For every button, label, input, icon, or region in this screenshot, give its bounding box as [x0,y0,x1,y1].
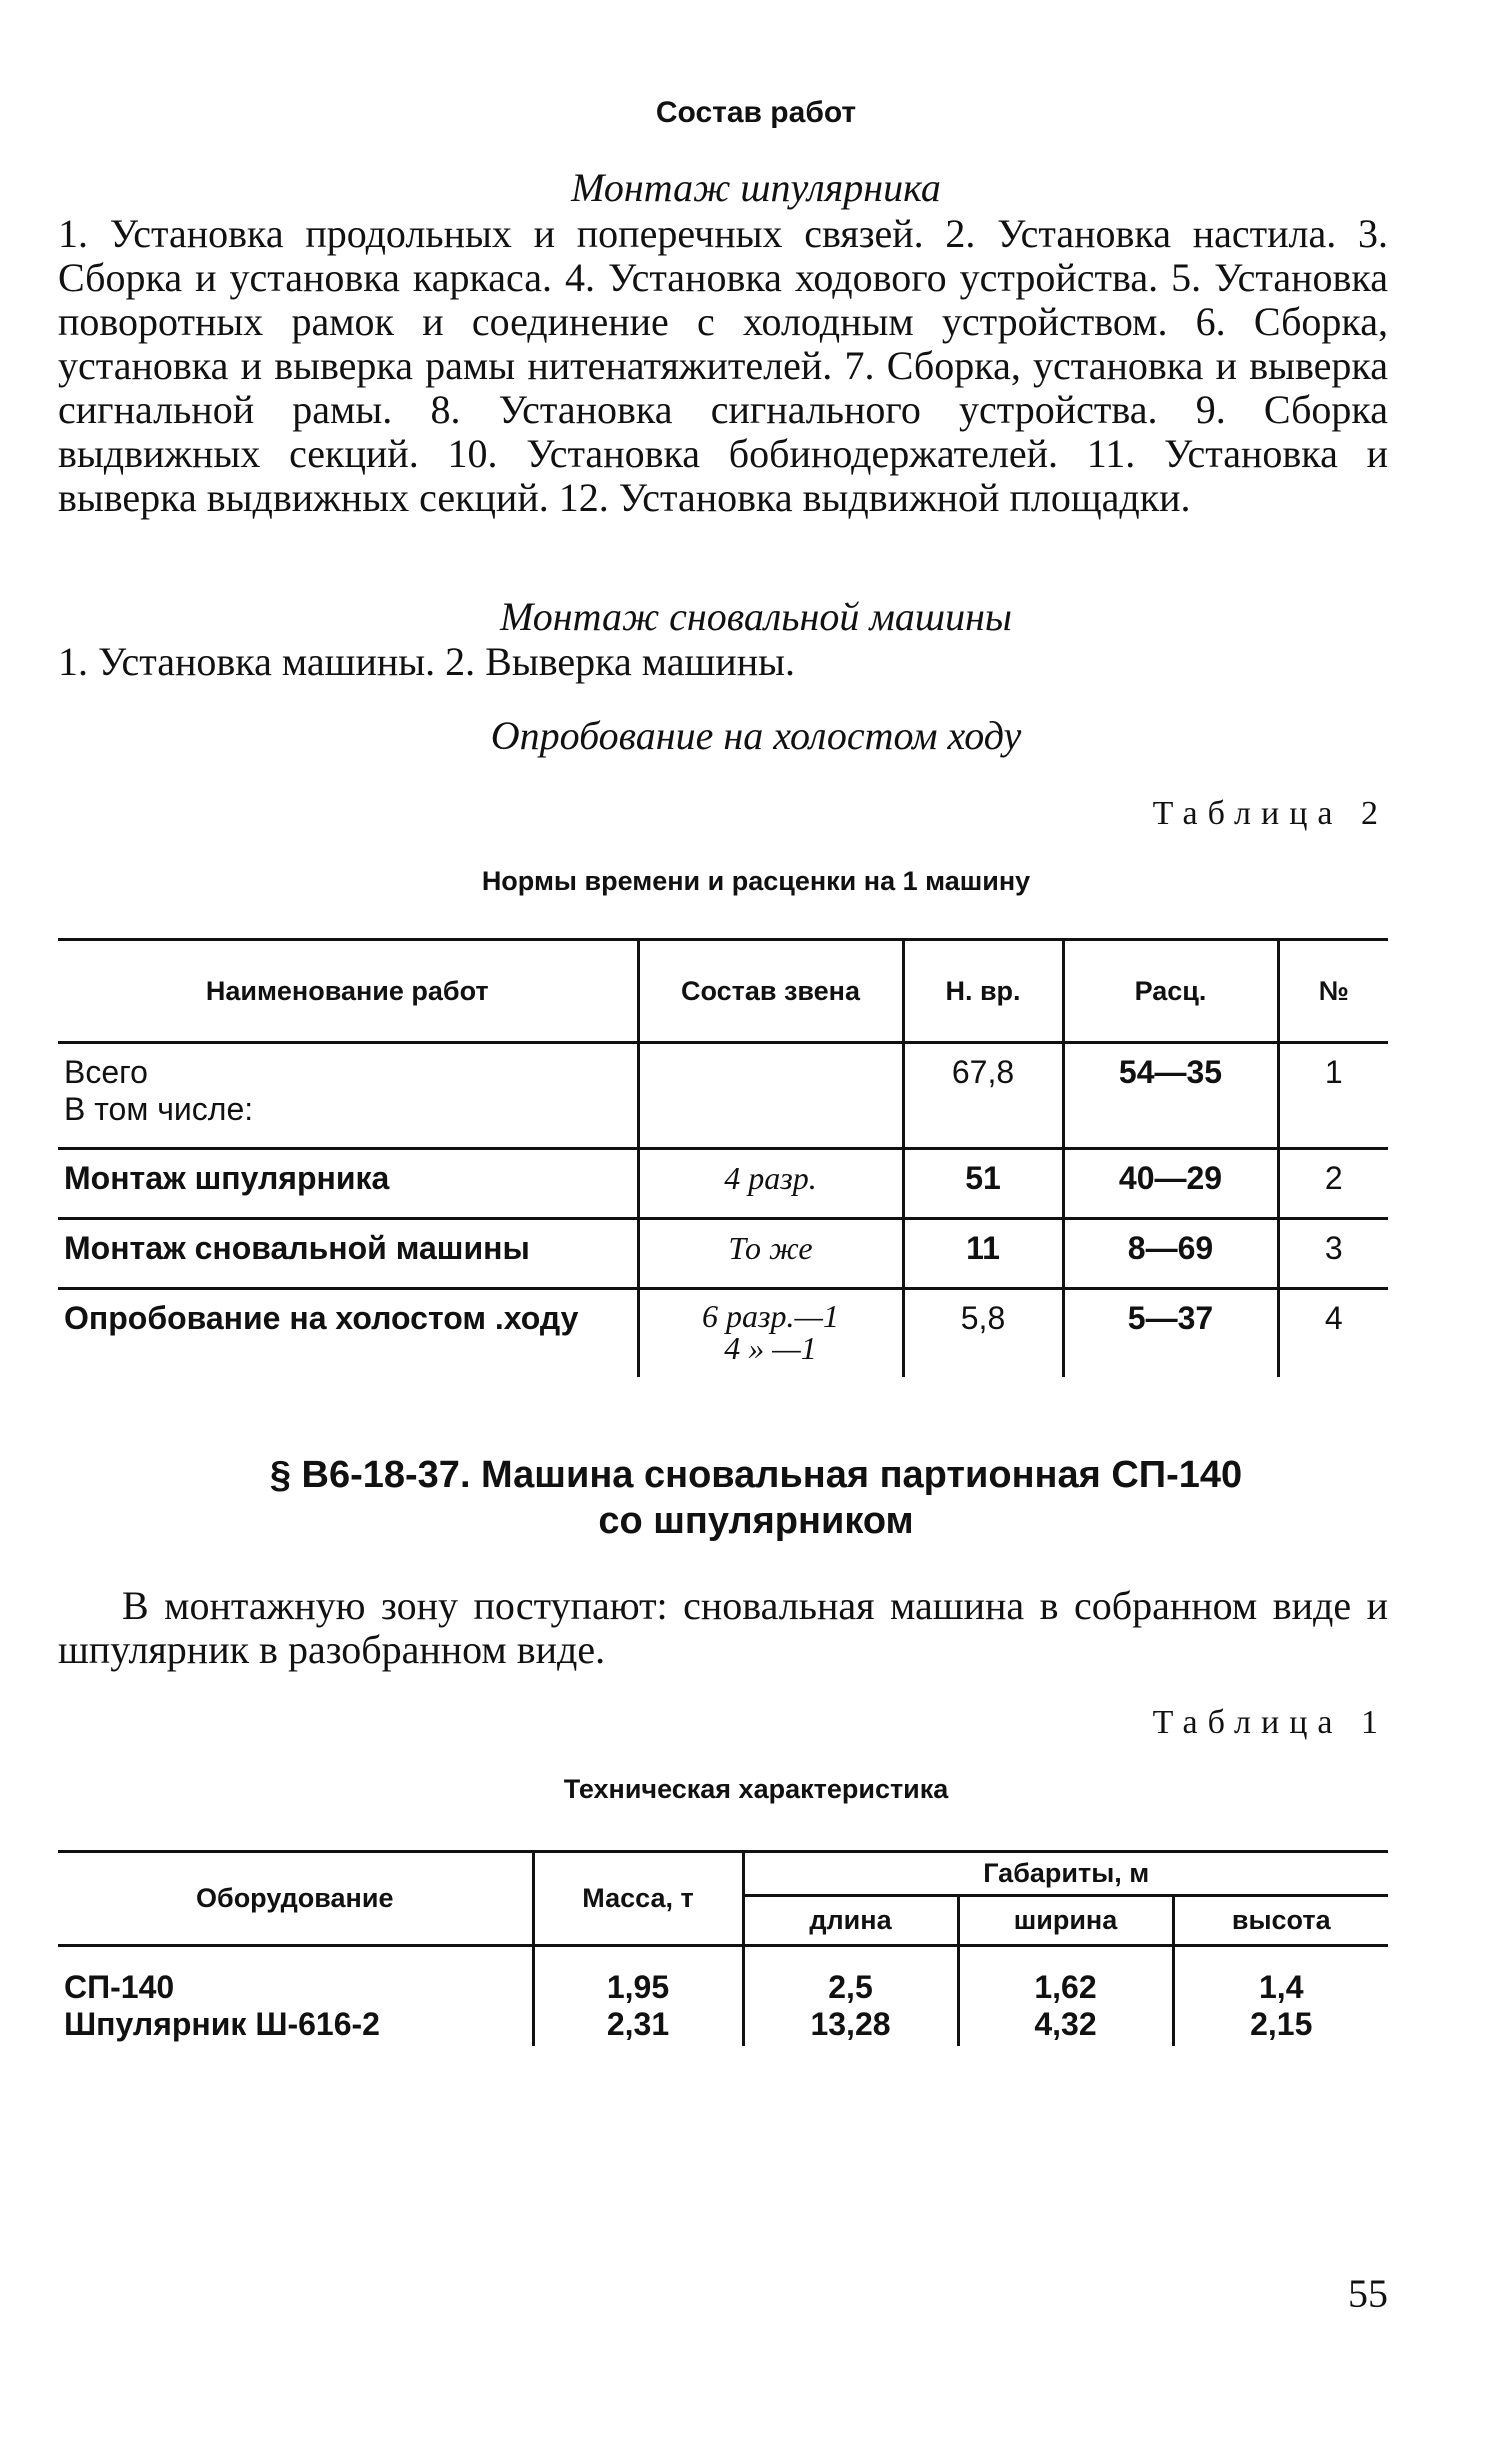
cell-height: 1,4 [1173,1946,1388,2007]
table-header-row [58,1852,1388,1896]
cell-crew: 4 разр. [638,1149,903,1219]
crew-line-1: 6 разр.—1 [702,1298,839,1334]
cell-crew: То же [638,1219,903,1289]
section-heading-line-1: § В6-18-37. Машина сновальная партионная СП-140 [269,1454,1243,1496]
cell-number: 1 [1278,1043,1388,1149]
cell-crew [638,1043,903,1149]
cell-crew [638,1289,903,1377]
table-row [58,1043,1388,1149]
cell-width: 4,32 [958,2006,1173,2046]
cell-work-name: Монтаж шпулярника [64,1160,390,1196]
cell-time: 11 [903,1219,1063,1289]
cell-rate: 5—37 [1063,1289,1278,1377]
col-header-number: № [1278,940,1388,1043]
section-text-warping-machine: 1. Установка машины. 2. Выверка машины. [58,639,795,684]
cell-number: 2 [1278,1149,1388,1219]
section-heading [0,1452,1512,1544]
table-row [58,1289,1388,1377]
section-heading-line-2: со шпулярником [598,1500,914,1542]
table-row [58,2006,1388,2046]
col-header-rate: Расц. [1063,940,1278,1043]
table1-caption: Техническая характеристика [563,1774,949,1804]
work-name-subtext: В том числе: [64,1091,254,1127]
cell-rate: 8—69 [1063,1219,1278,1289]
col-header-mass: Масса, т [533,1852,743,1946]
cell-width: 1,62 [958,1946,1173,2007]
cell-number: 4 [1278,1289,1388,1377]
intro-paragraph: В монтажную зону поступают: сновальная машина в собранном виде и шпулярник в разобранном виде. [58,1583,1388,1672]
section-title-idle-test: Опробование на холостом ходу [490,713,1022,758]
norms-table [58,938,1388,1377]
section-text-spool-rack: 1. Установка продольных и поперечных связей. 2. Установка настила. 3. Сборка и установка каркаса. 4. Установка ходового устройства. 5. Установка поворотных рамок и соединение с холодным устройством. 6. Сборка, установка и выверка рамы нитенатяжителей. 7. Сборка, установка и выверка сигнальной рамы. 8. Установка сигнального устройства. 9. Сборка выдвижных секций. 10. Установка бобинодержателей. 11. Установка и выверка выдвижных секций. 12. Установка выдвижной площадки. [58,211,1388,520]
technical-spec-table [58,1850,1388,2046]
cell-equipment: Шпулярник Ш-616-2 [64,2006,380,2042]
page-number: 55 [1348,2271,1388,2316]
table-row [58,1149,1388,1219]
cell-time: 5,8 [903,1289,1063,1377]
cell-work-name: Опробование на холостом .ходу [64,1300,579,1336]
cell-rate: 40—29 [1063,1149,1278,1219]
col-header-work-name: Наименование работ [205,975,489,1006]
cell-length: 2,5 [743,1946,958,2007]
table1-label: Таблица 1 [1152,1704,1388,1741]
cell-time: 51 [903,1149,1063,1219]
cell-rate: 54—35 [1063,1043,1278,1149]
cell-number: 3 [1278,1219,1388,1289]
col-header-length: длина [743,1896,958,1946]
cell-mass: 1,95 [533,1946,743,2007]
cell-work-name: Монтаж сновальной машины [64,1230,530,1266]
col-header-dimensions: Габариты, м [743,1852,1388,1896]
table2-caption: Нормы времени и расценки на 1 машину [481,866,1031,896]
cell-work-name [58,1043,638,1149]
cell-length: 13,28 [743,2006,958,2046]
work-composition-heading: Состав работ [655,96,857,129]
work-name-text: Всего [64,1054,148,1090]
section-title-spool-rack: Монтаж шпулярника [571,165,941,210]
table-header-row [58,940,1388,1043]
cell-mass: 2,31 [533,2006,743,2046]
table2-label: Таблица 2 [1152,795,1388,832]
table-row [58,1946,1388,2007]
cell-time: 67,8 [903,1043,1063,1149]
col-header-crew: Состав звена [638,940,903,1043]
col-header-time-norm: Н. вр. [903,940,1063,1043]
cell-height: 2,15 [1173,2006,1388,2046]
col-header-equipment: Оборудование [58,1852,533,1946]
section-title-warping-machine: Монтаж сновальной машины [499,594,1012,639]
crew-line-2: 4 » —1 [724,1330,817,1366]
cell-equipment: СП-140 [64,1969,175,2005]
col-header-height: высота [1173,1896,1388,1946]
table-row [58,1219,1388,1289]
col-header-width: ширина [958,1896,1173,1946]
